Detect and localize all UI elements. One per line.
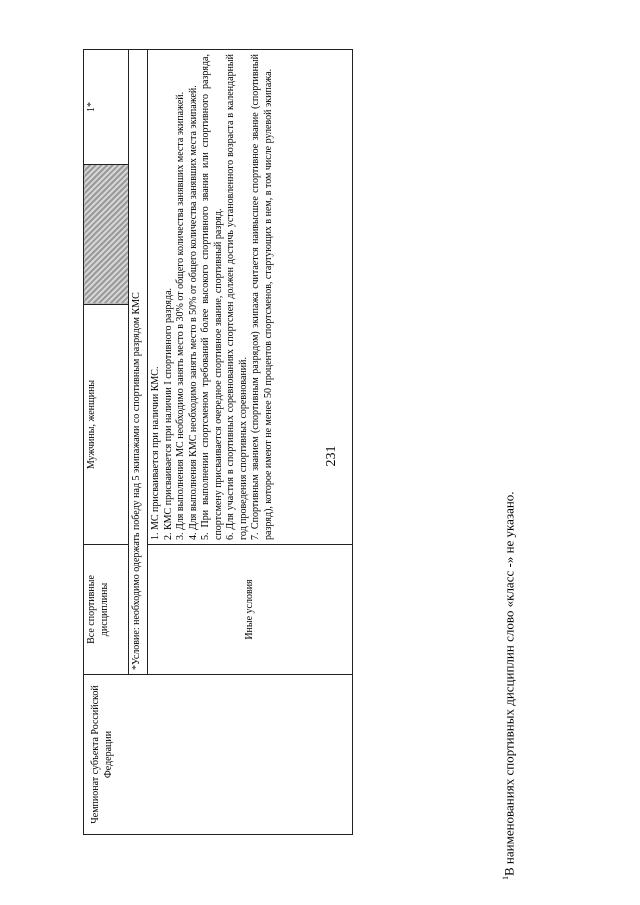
note-4: 4. Для выполнения КМС необходимо занять место в 50% от общего количества занявших места экипажей.	[187, 85, 199, 540]
footnote-marker: 1	[501, 876, 510, 880]
note-5: 5. При выполнении спортсменом требований более высокого спортивного звания или спортивного разряда, спортсмену присваивается очередное спортивное звание, спортивный разряд.	[200, 54, 224, 540]
gender-cell: Мужчины, женщины	[84, 305, 129, 545]
condition-cell: *Условие: необходимо одержать победу над 5 экипажами со спортивным разрядом КМС	[129, 50, 148, 675]
note-7: 7. Спортивным званием (спортивным разрядом) экипажа считается наивысшее спортивное звание (спортивный разряд), которое имеют не менее 50 процентов спортсменов, стартующих в нем, в том числе рулевой экипажа.	[250, 54, 274, 540]
disciplines-cell: Все спортивные дисциплины	[84, 545, 129, 675]
footnote-text: В наименованиях спортивных дисциплин слово «класс -» не указано.	[501, 491, 517, 876]
header-row	[84, 50, 129, 835]
qualification-table	[83, 49, 353, 835]
note-6: 6. Для участия в спортивных соревнованиях спортсмен должен достичь установленного возраста в календарный год проведения спортивных соревнований.	[225, 54, 249, 540]
note-3: 3. Для выполнения МС необходимо занять место в 30% от общего количества занявших места экипажей.	[175, 91, 186, 540]
rotated-table-container	[83, 50, 353, 835]
competition-label: Чемпионат субъекта Российской Федерации	[90, 685, 114, 824]
note-1: 1. МС присваивается при наличии КМС.	[150, 366, 161, 540]
note-2: 2. КМС присваивается при наличии I спортивного разряда.	[162, 287, 174, 540]
shaded-cell	[84, 165, 129, 305]
notes-cell	[148, 50, 353, 545]
page-number: 231	[324, 445, 339, 467]
competition-cell	[84, 675, 353, 835]
place-cell: 1*	[84, 50, 129, 165]
other-conditions-label: Иные условия	[148, 545, 353, 675]
footnote	[501, 491, 517, 880]
